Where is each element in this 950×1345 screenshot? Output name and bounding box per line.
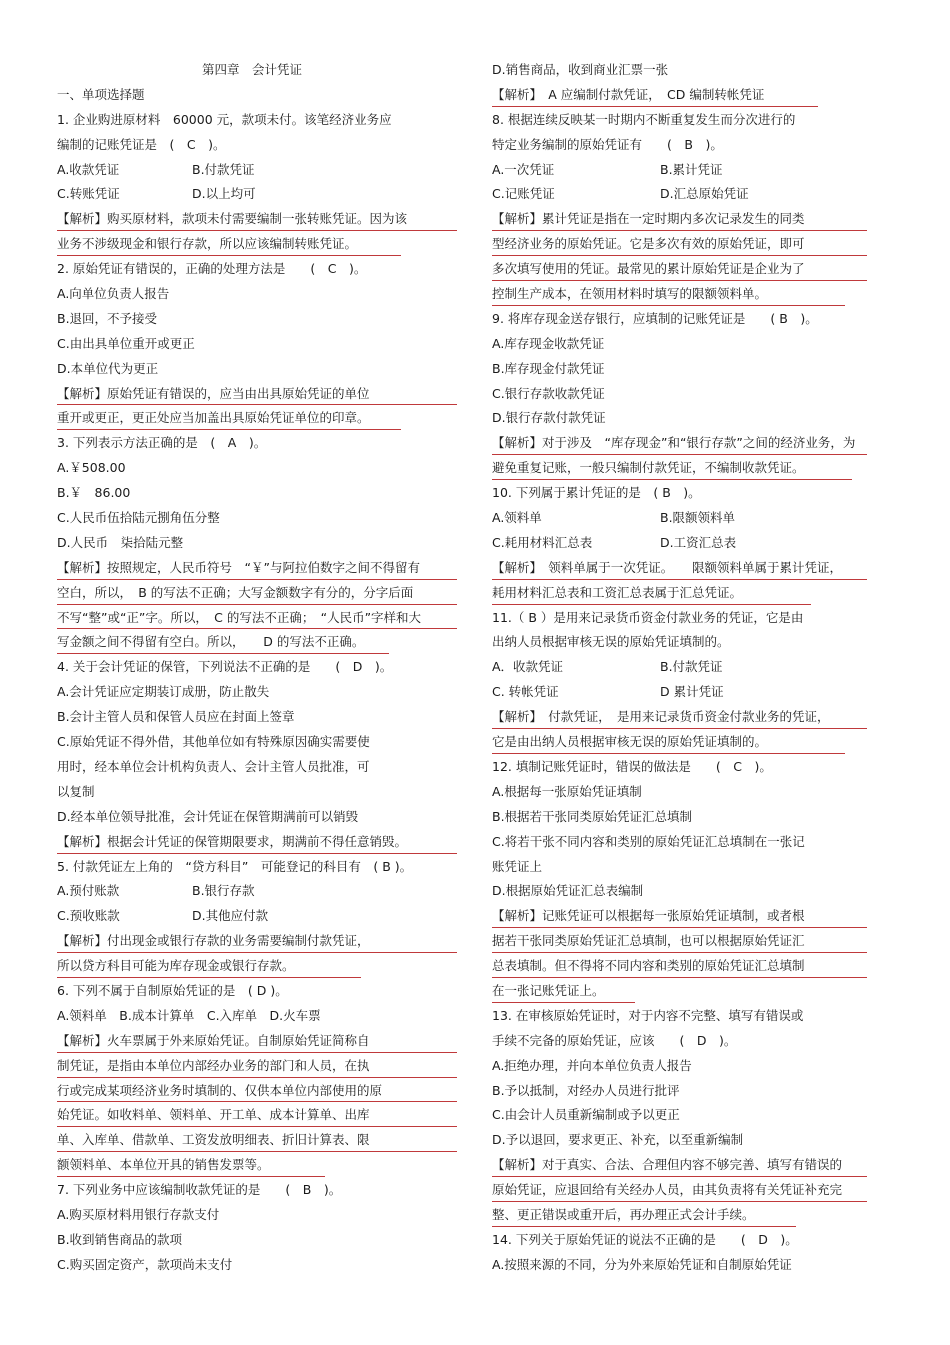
text-line: 13. 在审核原始凭证时，对于内容不完整、填写有错误或 [492,1007,804,1023]
option-row [492,531,867,556]
analysis-line: 原始凭证，应退回给有关经办人员，由其负责将有关凭证补充完 [492,1178,867,1203]
analysis-line: 整、更正错误或重开后，再办理正式会计手续。 [492,1203,867,1228]
text-line: D.人民币 柒拾陆元整 [57,534,184,550]
text-line: 6. 下列不属于自制原始凭证的是 ( D )。 [57,982,288,998]
analysis-line: 额领料单、本单位开具的销售发票等。 [57,1153,457,1178]
option-text: B.付款凭证 [660,659,723,675]
option-text: B.付款凭证 [192,161,255,177]
analysis-line: 【解析】累计凭证是指在一定时期内多次记录发生的同类 [492,207,867,232]
option-row [492,182,867,207]
text-line: A.购买原材料用银行存款支付 [57,1206,220,1222]
text-line: 1. 企业购进原材料 60000 元，款项未付。该笔经济业务应 [57,111,392,127]
text-line: C.由出具单位重开或更正 [57,335,195,351]
analysis-line: 多次填写使用的凭证。最常见的累计原始凭证是企业为了 [492,257,867,282]
text-line: A.会计凭证应定期装订成册，防止散失 [57,684,270,700]
text-line: 11.（ B ）是用来记录货币资金付款业务的凭证，它是由 [492,609,804,625]
text-line: 出纳人员根据审核无误的原始凭证填制的。 [492,634,730,650]
option-text: D 累计凭证 [660,684,724,700]
analysis-line: 单、入库单、借款单、工资发放明细表、折旧计算表、限 [57,1128,457,1153]
analysis-line: 【解析】火车票属于外来原始凭证。自制原始凭证简称自 [57,1029,457,1054]
option-text: C.耗用材料汇总表 [492,534,593,550]
text-line: 12. 填制记账凭证时，错误的做法是 ( C )。 [492,758,772,774]
text-line: A.领料单 B.成本计算单 C.入库单 D.火车票 [57,1007,321,1023]
text-line: B.根据若干张同类原始凭证汇总填制 [492,808,693,824]
analysis-line: 据若干张同类原始凭证汇总填制，也可以根据原始凭证汇 [492,929,867,954]
text-line: 编制的记账凭证是 ( C )。 [57,136,226,152]
option-text: D.以上均可 [192,186,256,202]
option-row [492,158,867,183]
text-line: C.人民币伍拾陆元捌角伍分整 [57,510,220,526]
option-row [57,158,457,183]
analysis-line: 【解析】原始凭证有错误的，应当由出具原始凭证的单位 [57,382,457,407]
text-line: 账凭证上 [492,858,543,874]
analysis-line: 重开或更正，更正处应当加盖出具原始凭证单位的印章。 [57,406,457,431]
analysis-line: 【解析】对于涉及 “库存现金”和“银行存款”之间的经济业务，为 [492,431,867,456]
text-line: D.予以退回，要求更正、补充，以至重新编制 [492,1132,744,1148]
analysis-line: 不写“整”或“正”字。所以， C 的写法不正确； “人民币”字样和大 [57,606,457,631]
text-line: B.会计主管人员和保管人员应在封面上签章 [57,709,295,725]
analysis-line: 耗用材料汇总表和工资汇总表属于汇总凭证。 [492,581,867,606]
analysis-line: 空白，所以， B 的写法不正确；大写金额数字有分的，分字后面 [57,581,457,606]
analysis-line: 型经济业务的原始凭证。它是多次有效的原始凭证，即可 [492,232,867,257]
analysis-line: 它是由出纳人员根据审核无误的原始凭证填制的。 [492,730,867,755]
text-line: 4. 关于会计凭证的保管，下列说法不正确的是 ( D )。 [57,659,393,675]
text-line: A.根据每一张原始凭证填制 [492,783,642,799]
analysis-line: 行或完成某项经济业务时填制的、仅供本单位内部使用的原 [57,1079,457,1104]
text-line: C.将若干张不同内容和类别的原始凭证汇总填制在一张记 [492,833,805,849]
analysis-line: 【解析】购买原材料，款项未付需要编制一张转账凭证。因为该 [57,207,457,232]
analysis-line: 【解析】对于真实、合法、合理但内容不够完善、填写有错误的 [492,1153,867,1178]
analysis-line: 制凭证，是指由本单位内部经办业务的部门和人员，在执 [57,1054,457,1079]
option-text: D.工资汇总表 [660,534,737,550]
text-line: 2. 原始凭证有错误的，正确的处理方法是 ( C )。 [57,261,367,277]
text-line: 7. 下列业务中应该编制收款凭证的是 ( B )。 [57,1182,342,1198]
option-row [492,655,867,680]
analysis-line: 写金额之间不得留有空白。所以， D 的写法不正确。 [57,630,457,655]
text-line: C.由会计人员重新编制或予以更正 [492,1107,680,1123]
analysis-line: 【解析】按照规定，人民币符号 “￥”与阿拉伯数字之间不得留有 [57,556,457,581]
option-row [57,879,457,904]
analysis-line: 控制生产成本，在领用材料时填写的限额领料单。 [492,282,867,307]
right-column [492,58,867,1278]
analysis-line: 【解析】 A 应编制付款凭证， CD 编制转帐凭证 [492,83,867,108]
text-line: 手续不完备的原始凭证，应该 ( D )。 [492,1032,737,1048]
text-line: C.购买固定资产，款项尚未支付 [57,1256,233,1272]
option-text: B.累计凭证 [660,161,723,177]
text-line: 9. 将库存现金送存银行，应填制的记账凭证是 ( B )。 [492,310,818,326]
text-line: D.经本单位领导批准，会计凭证在保管期满前可以销毁 [57,808,359,824]
text-line: B.予以抵制，对经办人员进行批评 [492,1082,680,1098]
option-text: C.记账凭证 [492,186,555,202]
text-line: 8. 根据连续反映某一时期内不断重复发生而分次进行的 [492,111,796,127]
option-row [57,182,457,207]
chapter-title: 第四章 会计凭证 [201,62,302,77]
left-column [57,58,457,1278]
text-line: D.银行存款付款凭证 [492,410,606,426]
text-line: 3. 下列表示方法正确的是 ( A )。 [57,435,267,451]
text-line: A.库存现金收款凭证 [492,335,605,351]
text-line: A.￥508.00 [57,460,126,476]
analysis-line: 总表填制。但不得将不同内容和类别的原始凭证汇总填制 [492,954,867,979]
text-line: 14. 下列关于原始凭证的说法不正确的是 ( D )。 [492,1231,798,1247]
text-line: A.拒绝办理，并向本单位负责人报告 [492,1057,692,1073]
option-text: C.预收账款 [57,908,120,924]
text-line: B.库存现金付款凭证 [492,360,605,376]
analysis-line: 始凭证。如收料单、领料单、开工单、成本计算单、出库 [57,1103,457,1128]
option-text: C. 转帐凭证 [492,684,559,700]
analysis-line: 所以贷方科目可能为库存现金或银行存款。 [57,954,457,979]
analysis-line: 避免重复记账，一般只编制付款凭证，不编制收款凭证。 [492,456,867,481]
option-text: B.银行存款 [192,883,255,899]
option-row [492,680,867,705]
text-line: D.根据原始凭证汇总表编制 [492,883,644,899]
analysis-line: 在一张记账凭证上。 [492,979,867,1004]
analysis-line: 【解析】记账凭证可以根据每一张原始凭证填制，或者根 [492,904,867,929]
text-line: C.原始凭证不得外借，其他单位如有特殊原因确实需要使 [57,734,370,750]
text-line: 5. 付款凭证左上角的 “贷方科目” 可能登记的科目有 ( B )。 [57,858,413,874]
option-row [57,904,457,929]
text-line: B.退回，不予接受 [57,310,158,326]
text-line: D.本单位代为更正 [57,360,159,376]
analysis-line: 【解析】 付款凭证， 是用来记录货币资金付款业务的凭证， [492,705,867,730]
analysis-line: 【解析】 领料单属于一次凭证。 限额领料单属于累计凭证， [492,556,867,581]
option-text: C.转账凭证 [57,186,120,202]
text-line: A.按照来源的不同，分为外来原始凭证和自制原始凭证 [492,1256,792,1272]
text-line: A.向单位负责人报告 [57,286,170,302]
option-text: A．收款凭证 [492,659,564,675]
option-text: B.限额领料单 [660,510,736,526]
text-line: 用时，经本单位会计机构负责人、会计主管人员批准，可 [57,758,370,774]
text-line: 10. 下列属于累计凭证的是 ( B )。 [492,485,701,501]
option-text: A.收款凭证 [57,161,120,177]
analysis-line: 业务不涉级现金和银行存款，所以应该编制转账凭证。 [57,232,457,257]
text-line: 以复制 [57,783,95,799]
option-text: A.一次凭证 [492,161,555,177]
text-line: B.收到销售商品的款项 [57,1231,183,1247]
option-text: A.领料单 [492,510,542,526]
option-text: D.其他应付款 [192,908,269,924]
option-text: D.汇总原始凭证 [660,186,749,202]
analysis-line: 【解析】根据会计凭证的保管期限要求，期满前不得任意销毁。 [57,830,457,855]
option-text: A.预付账款 [57,883,120,899]
option-row [492,506,867,531]
text-line: 一、单项选择题 [57,86,145,102]
text-line: 特定业务编制的原始凭证有 ( B )。 [492,136,723,152]
analysis-line: 【解析】付出现金或银行存款的业务需要编制付款凭证， [57,929,457,954]
text-line: B.￥ 86.00 [57,485,131,501]
text-line: C.银行存款收款凭证 [492,385,605,401]
text-line: D.销售商品，收到商业汇票一张 [492,62,669,77]
